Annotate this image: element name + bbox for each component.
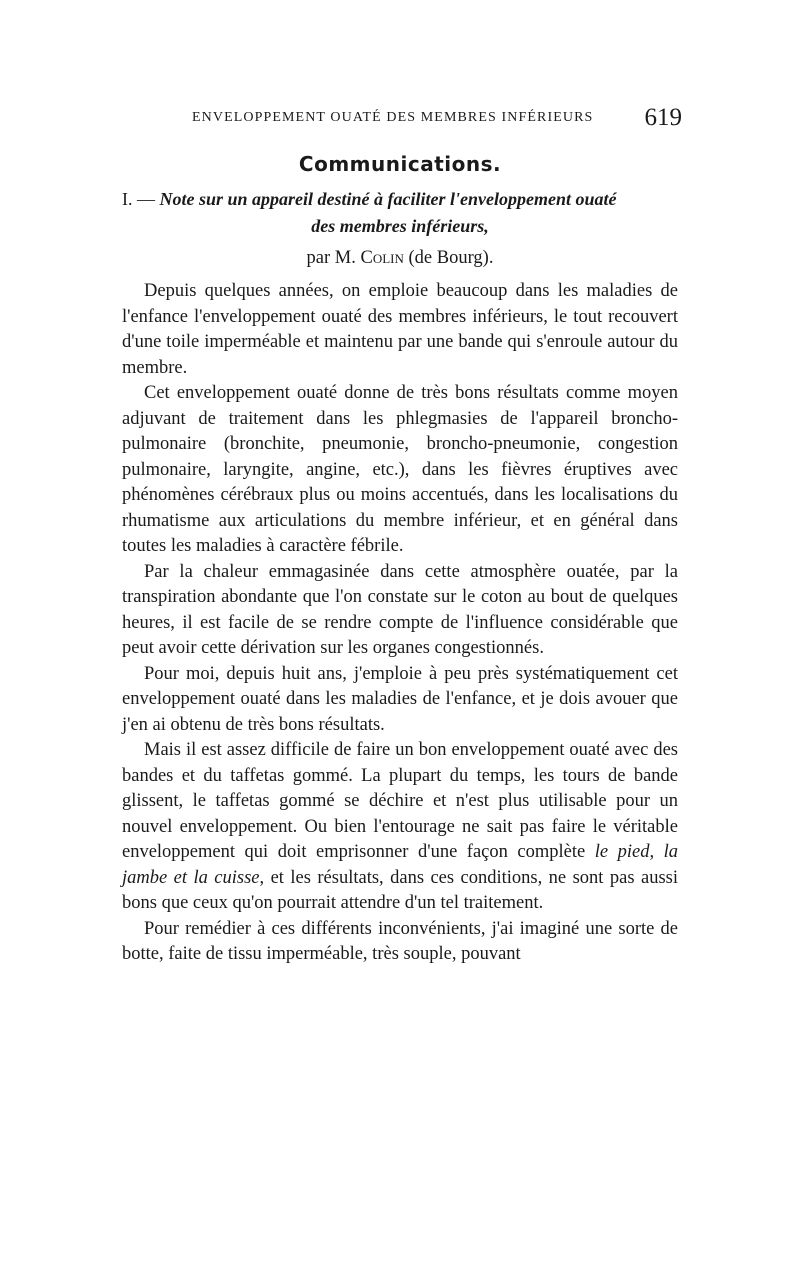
author-line: [122, 248, 678, 269]
note-title-line-1: [122, 186, 678, 213]
paragraph-2: Cet enveloppement ouaté donne de très bons résultats comme moyen adjuvant de traitement dans les phlegmasies de l'appareil broncho-pulmonaire (bronchite, pneumonie, broncho-pneumonie, congestion pulmonaire, laryngite, angine, etc.), dans les fièvres éruptives avec phénomènes cérébraux plus ou moins accentués, dans les localisations du rhumatisme aux articulations du membre inférieur, et en général dans toutes les maladies à caractère fébrile.: [122, 383, 678, 556]
paragraph-4: Pour moi, depuis huit ans, j'emploie à peu près systématiquement cet enveloppement ouaté dans les maladies de l'enfance, et je dois avouer que j'en ai obtenu de très bons résultats.: [122, 663, 678, 735]
body-text: [122, 279, 678, 968]
paragraph-6: Pour remédier à ces différents inconvénients, j'ai imaginé une sorte de botte, faite de tissu imperméable, très souple, pouvant: [122, 918, 678, 964]
note-title-part-2: des membres inférieurs,: [311, 216, 489, 236]
author-name: Colin: [360, 248, 404, 268]
paragraph-5-end: , et les résultats, dans ces conditions, ne sont pas aussi bons que ceux qu'on pourrait attendre d'un tel traitement.: [122, 867, 678, 913]
author-prefix: par M.: [306, 248, 356, 268]
section-title: Communications.: [298, 152, 502, 176]
paragraph-3: Par la chaleur emmagasinée dans cette atmosphère ouatée, par la transpiration abondante que l'on constate sur le coton au bout de quelques heures, il est facile de se rendre compte de l'influence considérable que peut avoir cette dérivation sur les organes congestionnés.: [122, 561, 678, 658]
note-title-line-2: [122, 213, 678, 240]
running-title: ENVELOPPEMENT OUATÉ DES MEMBRES INFÉRIEURS: [192, 110, 594, 125]
running-head: [122, 104, 682, 140]
page-number: 619: [644, 104, 682, 131]
note-heading: [122, 186, 678, 240]
paragraph-5-italic: le pied, la jambe et la cuisse: [122, 842, 679, 888]
note-title-part-1: Note sur un appareil destiné à faciliter l'enveloppement ouaté: [159, 189, 617, 209]
paragraph-1: Depuis quelques années, on emploie beaucoup dans les maladies de l'enfance l'enveloppement ouaté des membres inférieurs, le tout recouvert d'une toile imperméable et maintenu par une bande qui s'enroule autour du membre.: [122, 281, 678, 378]
page: [122, 104, 682, 968]
paragraph-5: [122, 738, 678, 917]
author-place: (de Bourg).: [408, 248, 494, 268]
note-number: I. —: [122, 189, 155, 209]
paragraph-5-start: Mais il est assez difficile de faire un bon enveloppement ouaté avec des bandes et du taffetas gommé. La plupart du temps, les tours de bande glissent, le taffetas gommé se déchire et n'est plus utilisable pour un nouvel enveloppement. Ou bien l'entourage ne sait pas faire le véritable enveloppement qui doit emprisonner d'une façon complète: [122, 740, 678, 862]
